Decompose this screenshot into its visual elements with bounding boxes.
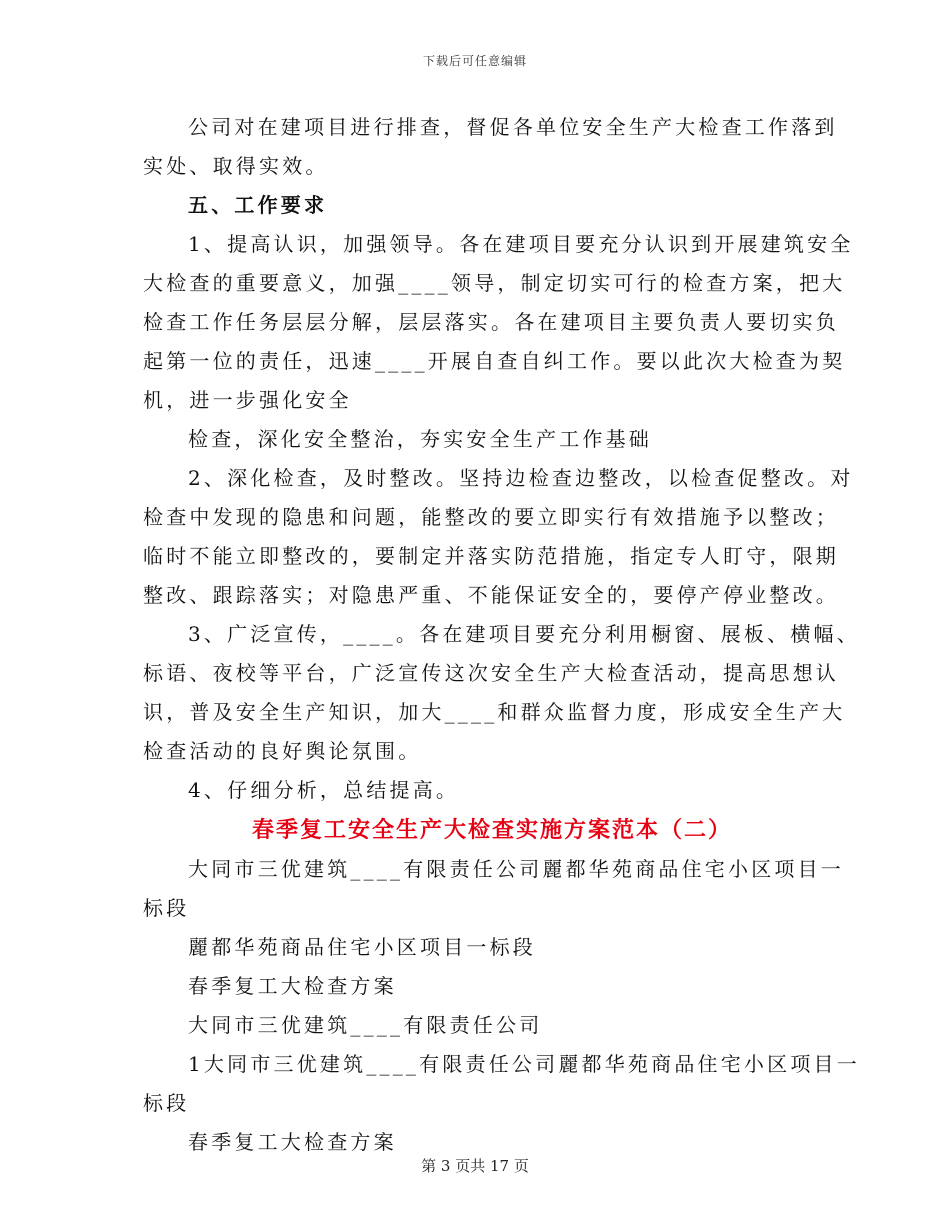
paragraph-line: 春季复工大检查方案 bbox=[188, 1130, 397, 1154]
section-heading: 五、工作要求 bbox=[188, 193, 328, 217]
paragraph-line: 1大同市三优建筑____有限责任公司麗都华苑商品住宅小区项目一 bbox=[188, 1052, 860, 1076]
paragraph-line: 实处、取得实效。 bbox=[143, 154, 329, 178]
paragraph-line: 春季复工大检查方案 bbox=[188, 974, 397, 998]
section-title: 春季复工安全生产大检查实施方案范本（二） bbox=[251, 817, 732, 843]
paragraph-line: 大检查的重要意义，加强____领导，制定切实可行的检查方案，把大 bbox=[143, 271, 846, 295]
paragraph-line: 检查，深化安全整治，夯实安全生产工作基础 bbox=[188, 427, 652, 451]
page-header: 下载后可任意编辑 bbox=[422, 54, 527, 68]
paragraph-line: 公司对在建项目进行排查，督促各单位安全生产大检查工作落到 bbox=[188, 115, 838, 139]
paragraph-line: 整改、跟踪落实；对隐患严重、不能保证安全的，要停产停业整改。 bbox=[143, 583, 839, 607]
document-body bbox=[143, 108, 860, 1162]
page-footer: 第 3 页共 17 页 bbox=[421, 1157, 529, 1175]
paragraph-line: 2、深化检查，及时整改。坚持边检查边整改，以检查促整改。对 bbox=[188, 466, 854, 490]
paragraph-line: 机，进一步强化安全 bbox=[143, 388, 352, 412]
paragraph-line: 检查工作任务层层分解，层层落实。各在建项目主要负责人要切实负 bbox=[143, 310, 839, 334]
paragraph-line: 标段 bbox=[143, 1091, 190, 1115]
paragraph-line: 标语、夜校等平台，广泛宣传这次安全生产大检查活动，提高思想认 bbox=[143, 661, 839, 685]
paragraph-line: 4、仔细分析，总结提高。 bbox=[188, 778, 460, 802]
paragraph-line: 识，普及安全生产知识，加大____和群众监督力度，形成安全生产大 bbox=[143, 700, 846, 724]
paragraph-line: 麗都华苑商品住宅小区项目一标段 bbox=[188, 935, 536, 959]
paragraph-line: 大同市三优建筑____有限责任公司 bbox=[188, 1013, 543, 1037]
paragraph-line: 检查活动的良好舆论氛围。 bbox=[143, 739, 422, 763]
paragraph-line: 标段 bbox=[143, 896, 190, 920]
paragraph-line: 起第一位的责任，迅速____开展自查自纠工作。要以此次大检查为契 bbox=[143, 349, 846, 373]
paragraph-line: 大同市三优建筑____有限责任公司麗都华苑商品住宅小区项目一 bbox=[188, 857, 844, 881]
paragraph-line: 1、提高认识，加强领导。各在建项目要充分认识到开展建筑安全 bbox=[188, 232, 854, 256]
paragraph-line: 临时不能立即整改的，要制定并落实防范措施，指定专人盯守，限期 bbox=[143, 544, 839, 568]
paragraph-line: 3、广泛宣传，____。各在建项目要充分利用橱窗、展板、横幅、 bbox=[188, 622, 860, 646]
paragraph-line: 检查中发现的隐患和问题，能整改的要立即实行有效措施予以整改； bbox=[143, 505, 839, 529]
